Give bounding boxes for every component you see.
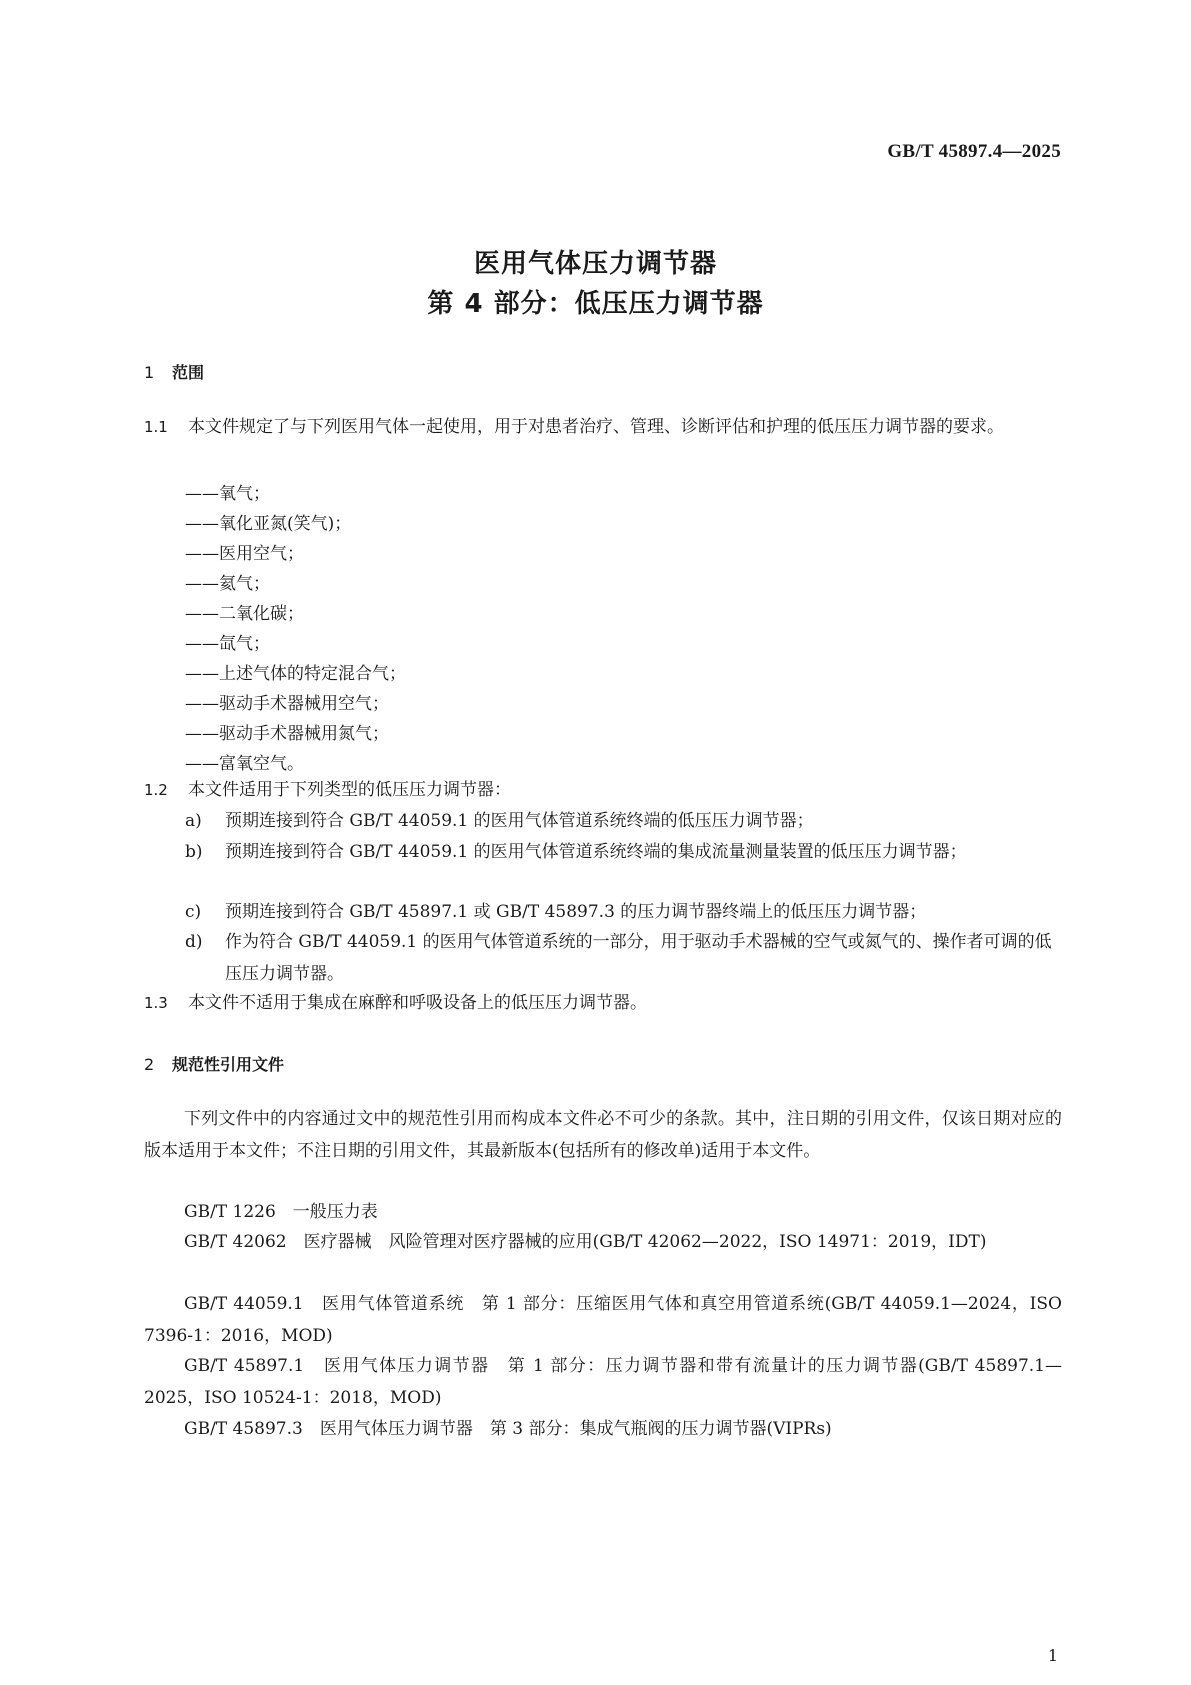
- page-number: 1: [1047, 1646, 1058, 1665]
- clause-1-2: [144, 774, 1062, 806]
- clause-number: 1.2: [144, 781, 168, 799]
- section-2-heading: [144, 1052, 284, 1075]
- gas-list-item: ——氧化亚氮(笑气)；: [185, 514, 352, 534]
- gas-list-item: ——驱动手术器械用空气；: [185, 694, 389, 714]
- reference-entry: GB/T 45897.3 医用气体压力调节器 第 3 部分：集成气瓶阀的压力调节器(VIPRs): [184, 1419, 832, 1439]
- type-list-item: [185, 896, 1062, 928]
- clause-text: 本文件不适用于集成在麻醉和呼吸设备上的低压压力调节器。: [188, 993, 647, 1013]
- gas-list-item: ——医用空气；: [185, 544, 304, 564]
- gas-list-item: ——富氧空气。: [185, 754, 304, 774]
- item-text: 预期连接到符合 GB/T 44059.1 的医用气体管道系统终端的集成流量测量装置的低压压力调节器；: [225, 842, 967, 862]
- item-label: b): [185, 842, 203, 862]
- clause-text: 本文件规定了与下列医用气体一起使用，用于对患者治疗、管理、诊断评估和护理的低压压力调节器的要求。: [188, 417, 1004, 437]
- gas-list-item: ——上述气体的特定混合气；: [185, 664, 406, 684]
- gas-list-item: ——驱动手术器械用氮气；: [185, 724, 389, 744]
- item-label: a): [185, 811, 202, 831]
- item-text: 作为符合 GB/T 44059.1 的医用气体管道系统的一部分，用于驱动手术器械的空气或氮气的、操作者可调的低压压力调节器。: [225, 932, 1052, 984]
- gas-list-item: ——氧气；: [185, 484, 270, 504]
- standard-number: GB/T 45897.4—2025: [887, 141, 1061, 162]
- section-title: 规范性引用文件: [172, 1055, 285, 1074]
- section-title: 范围: [172, 363, 205, 382]
- clause-1-1: [144, 411, 1062, 443]
- item-label: d): [185, 932, 203, 952]
- item-label: c): [185, 902, 202, 922]
- type-list-item: [185, 805, 1062, 837]
- section-number: 2: [144, 1055, 155, 1074]
- reference-entry: GB/T 42062 医疗器械 风险管理对医疗器械的应用(GB/T 42062—2022，ISO 14971：2019，IDT): [184, 1232, 987, 1252]
- item-text: 预期连接到符合 GB/T 44059.1 的医用气体管道系统终端的低压压力调节器；: [225, 811, 814, 831]
- gas-list-item: ——氙气；: [185, 634, 270, 654]
- reference-entry: GB/T 44059.1 医用气体管道系统 第 1 部分：压缩医用气体和真空用管道系统(GB/T 44059.1—2024，ISO 7396-1：2016，MOD): [144, 1294, 1062, 1346]
- clause-1-3: [144, 987, 1062, 1019]
- document-title: 医用气体压力调节器: [473, 249, 717, 279]
- type-list-item: [185, 836, 1062, 868]
- item-text: 预期连接到符合 GB/T 45897.1 或 GB/T 45897.3 的压力调节器终端上的低压压力调节器；: [225, 902, 927, 922]
- normative-references-intro: 下列文件中的内容通过文中的规范性引用而构成本文件必不可少的条款。其中，注日期的引用文件，仅该日期对应的版本适用于本文件；不注日期的引用文件，其最新版本(包括所有的修改单)适用于本文件。: [144, 1109, 1062, 1161]
- section-1-heading: [144, 360, 204, 383]
- section-number: 1: [144, 363, 155, 382]
- gas-list-item: ——二氧化碳；: [185, 604, 304, 624]
- document-subtitle: 第 4 部分：低压压力调节器: [427, 289, 764, 319]
- type-list-item: [185, 926, 1062, 990]
- clause-number: 1.3: [144, 994, 168, 1012]
- gas-list-item: ——氦气；: [185, 574, 270, 594]
- reference-entry: GB/T 1226 一般压力表: [184, 1202, 378, 1222]
- clause-text: 本文件适用于下列类型的低压压力调节器：: [188, 780, 511, 800]
- reference-entry: GB/T 45897.1 医用气体压力调节器 第 1 部分：压力调节器和带有流量计的压力调节器(GB/T 45897.1—2025，ISO 10524-1：2018，MOD): [144, 1356, 1062, 1408]
- clause-number: 1.1: [144, 418, 168, 436]
